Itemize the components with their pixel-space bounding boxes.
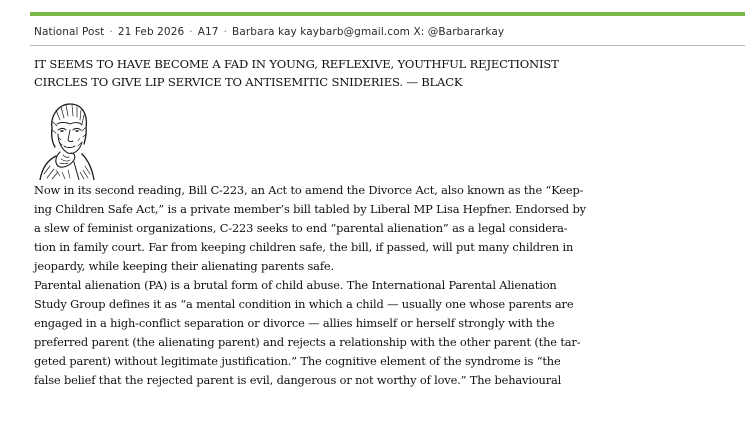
header-separator: · — [189, 26, 193, 38]
body-line: false belief that the rejected parent is evil, dangerous or not worthy of love.” The behavioural — [34, 373, 562, 387]
accent-top-rule — [30, 12, 745, 16]
article-header — [34, 26, 504, 38]
body-line: a slew of feminist organizations, C-223 seeks to end “parental alienation” as a legal considera- — [34, 221, 568, 235]
body-line: preferred parent (the alienating parent) and rejects a relationship with the other parent (the tar- — [34, 335, 581, 349]
body-line: tion in family court. Far from keeping children safe, the bill, if passed, will put many children in — [34, 240, 574, 254]
body-line: engaged in a high-conflict separation or divorce — allies himself or herself strongly with the — [34, 316, 555, 330]
pull-quote-line: IT SEEMS TO HAVE BECOME A FAD IN YOUNG, REFLEXIVE, YOUTHFUL REJECTIONIST — [34, 57, 559, 71]
body-line: geted parent) without legitimate justification.” The cognitive element of the syndrome is “the — [34, 354, 561, 368]
pull-quote — [34, 55, 724, 91]
body-line: Study Group defines it as “a mental condition in which a child — usually one whose parents are — [34, 297, 574, 311]
author-portrait-illustration — [30, 100, 105, 180]
body-line: Now in its second reading, Bill C-223, an Act to amend the Divorce Act, also known as the “Keep- — [34, 183, 584, 197]
body-line: ing Children Safe Act,” is a private member’s bill tabled by Liberal MP Lisa Hepfner. Endorsed by — [34, 202, 586, 216]
publication-date: 21 Feb 2026 — [117, 26, 185, 38]
body-line: jeopardy, while keeping their alienating parents safe. — [34, 259, 334, 273]
publication-name: National Post — [34, 26, 105, 38]
pull-quote-line: CIRCLES TO GIVE LIP SERVICE TO ANTISEMITIC SNIDERIES. — BLACK — [34, 75, 463, 89]
body-line: Parental alienation (PA) is a brutal form of child abuse. The International Parental Alienation — [34, 278, 557, 292]
header-separator: · — [109, 26, 113, 38]
header-separator: · — [223, 26, 228, 38]
article-body — [34, 181, 746, 390]
byline: Barbara kay kaybarb@gmail.com X: @Barbararkay — [232, 26, 505, 38]
page-number: A17 — [197, 26, 219, 38]
header-divider — [30, 45, 745, 46]
